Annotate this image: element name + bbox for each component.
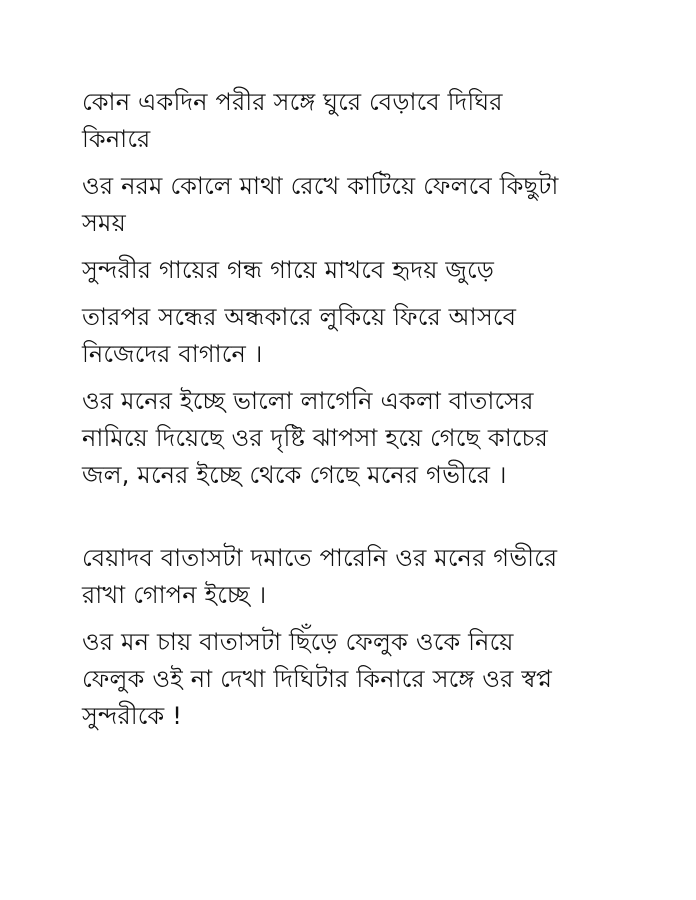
poem-line: তারপর সন্ধের অন্ধকারে লুকিয়ে ফিরে আসবে (82, 303, 517, 331)
poem-line: কোন একদিন পরীর সঙ্গে ঘুরে বেড়াবে দিঘির (82, 88, 503, 116)
poem-line: রাখা গোপন ইচ্ছে । (82, 581, 267, 609)
poem-text (82, 84, 652, 735)
poem-line: সময় (82, 209, 126, 237)
poem-line: সুন্দরীকে ! (82, 702, 183, 730)
poem-line: ফেলুক ওই না দেখা দিঘিটার কিনারে সঙ্গে ওর স্বপ্ন (82, 665, 553, 693)
poem-line: জল, মনের ইচ্ছে থেকে গেছে মনের গভীরে । (82, 461, 507, 489)
poem-line: বেয়াদব বাতাসটা দমাতে পারেনি ওর মনের গভীরে (82, 544, 558, 572)
poem-line: সুন্দরীর গায়ের গন্ধ গায়ে মাখবে হৃদয় জুড়ে (82, 256, 495, 284)
poem-line: নিজেদের বাগানে । (82, 340, 263, 368)
poem-line: নামিয়ে দিয়েছে ওর দৃষ্টি ঝাপসা হয়ে গেছে কাচের (82, 424, 549, 452)
poem-line: ওর নরম কোলে মাথা রেখে কাটিয়ে ফেলবে কিছুটা (82, 172, 559, 200)
poem-line: কিনারে (82, 125, 151, 153)
poem-line: ওর মনের ইচ্ছে ভালো লাগেনি একলা বাতাসের (82, 387, 534, 415)
poem-line: ওর মন চায় বাতাসটা ছিঁড়ে ফেলুক ওকে নিয়ে (82, 628, 514, 656)
